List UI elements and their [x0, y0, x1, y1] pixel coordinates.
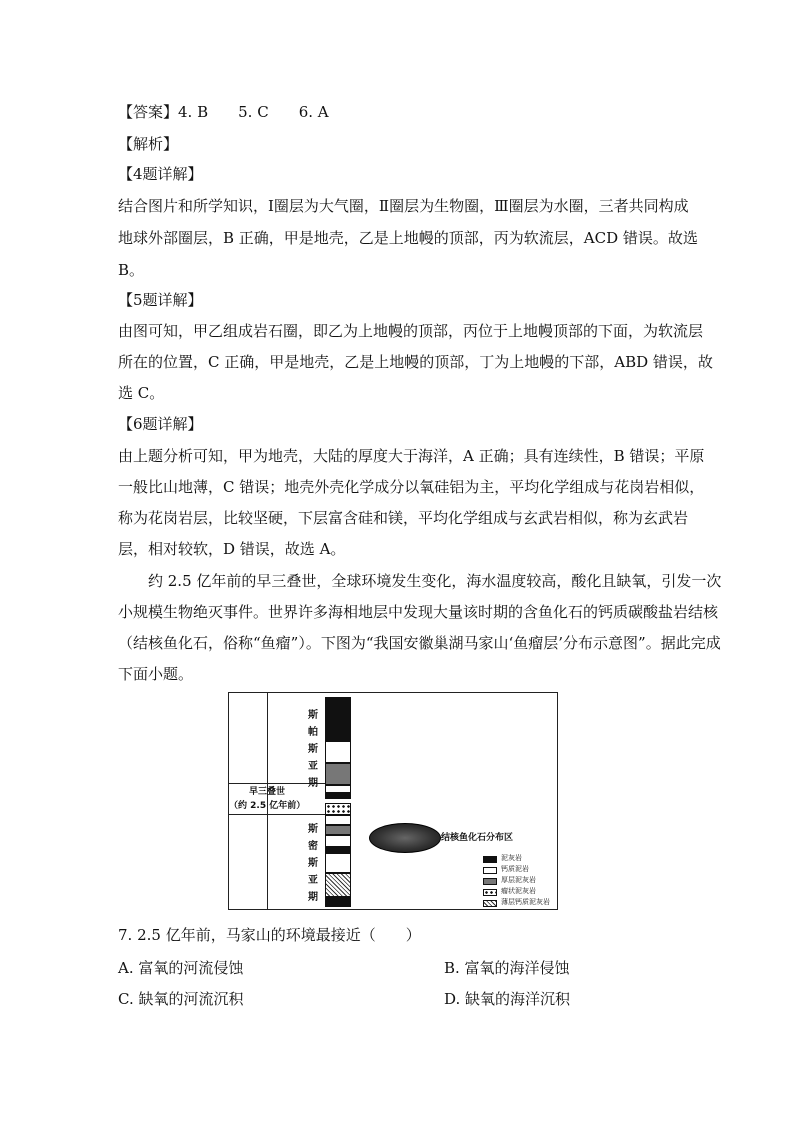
fossil-nodule-icon	[369, 823, 441, 853]
era-label	[229, 785, 305, 813]
band-mudstone	[325, 897, 351, 907]
legend-swatch-calc	[483, 867, 497, 874]
band-mudstone	[325, 793, 351, 799]
passage-line-1: 约 2.5 亿年前的早三叠世，全球环境发生变化，海水温度较高，酸化且缺氧，引发一次	[148, 572, 722, 590]
analysis-heading: 【解析】	[118, 135, 179, 153]
lower-period-label: 斯 密 斯 亚 期	[308, 824, 318, 903]
q5-line-1: 由图可知，甲乙组成岩石圈，即乙为上地幔的顶部，丙位于上地幔顶部的下面，为软流层	[118, 322, 704, 340]
band-calcareous	[325, 785, 351, 793]
q5-line-3: 选 C。	[118, 384, 165, 402]
stratigraphic-figure: 斯 帕 斯 亚 期 早三叠世 （约 2.5 亿年前） 斯 密 斯 亚 期 结核鱼化石分布区 泥灰岩 钙质泥岩 厚层泥灰岩 瘤状泥灰岩 薄层钙质泥灰岩	[228, 692, 558, 910]
q4-line-3: B。	[118, 261, 145, 279]
band-calcareous	[325, 853, 351, 873]
fossil-label: 结核鱼化石分布区	[441, 833, 514, 843]
legend-swatch-thick	[483, 878, 497, 885]
q4-heading: 【4题详解】	[118, 165, 203, 183]
band-calcareous	[325, 835, 351, 847]
q4-line-1: 结合图片和所学知识，Ⅰ圈层为大气圈，Ⅱ圈层为生物圈，Ⅲ圈层为水圈，三者共同构成	[118, 197, 689, 215]
passage-line-3: （结核鱼化石，俗称“鱼瘤”）。下图为“我国安徽巢湖马家山‘鱼瘤层’分布示意图”。据此完成	[118, 634, 721, 652]
band-mudstone	[325, 697, 351, 741]
answer-6: 6. A	[298, 103, 329, 121]
option-a[interactable]: A. 富氧的河流侵蚀	[118, 959, 244, 977]
answer-line	[118, 102, 329, 122]
q6-line-2: 一般比山地薄，C 错误；地壳外壳化学成分以氧硅铝为主，平均化学组成与花岗岩相似，	[118, 478, 705, 496]
band-nodular	[325, 803, 351, 815]
option-b[interactable]: B. 富氧的海洋侵蚀	[444, 959, 570, 977]
answer-4: 4. B	[178, 103, 209, 121]
answer-5: 5. C	[238, 103, 269, 121]
passage-line-4: 下面小题。	[118, 665, 194, 683]
band-thick	[325, 825, 351, 835]
band-thick	[325, 763, 351, 785]
question-7-stem: 7. 2.5 亿年前，马家山的环境最接近（ ）	[118, 926, 421, 944]
option-c[interactable]: C. 缺氧的河流沉积	[118, 990, 244, 1008]
era-label-2: （约 2.5 亿年前）	[229, 801, 306, 811]
band-thin	[325, 873, 351, 897]
q5-heading: 【5题详解】	[118, 291, 203, 309]
q5-line-2: 所在的位置，C 正确，甲是地壳，乙是上地幔的顶部，丁为上地幔的下部，ABD 错误，故	[118, 353, 713, 371]
band-calcareous	[325, 815, 351, 825]
q6-line-1: 由上题分析可知，甲为地壳，大陆的厚度大于海洋，A 正确；具有连续性，B 错误；平原	[118, 447, 705, 465]
q6-line-3: 称为花岗岩层，比较坚硬，下层富含硅和镁，平均化学组成与玄武岩相似，称为玄武岩	[118, 509, 689, 527]
legend-swatch-thin	[483, 900, 497, 907]
era-label-1: 早三叠世	[248, 787, 285, 797]
q6-heading: 【6题详解】	[118, 415, 203, 433]
q6-line-4: 层，相对较软，D 错误，故选 A。	[118, 540, 346, 558]
answer-prefix: 【答案】	[118, 103, 179, 121]
q4-line-2: 地球外部圈层，B 正确，甲是地壳，乙是上地幔的顶部，丙为软流层，ACD 错误。故选	[118, 229, 698, 247]
band-calcareous	[325, 741, 351, 763]
era-bottom-line	[229, 814, 325, 815]
legend-swatch-nodular	[483, 889, 497, 896]
upper-period-label: 斯 帕 斯 亚 期	[308, 710, 318, 789]
legend-swatch-mud	[483, 856, 497, 863]
option-d[interactable]: D. 缺氧的海洋沉积	[444, 990, 571, 1008]
passage-line-2: 小规模生物绝灭事件。世界许多海相地层中发现大量该时期的含鱼化石的钙质碳酸盐岩结核	[118, 603, 719, 621]
